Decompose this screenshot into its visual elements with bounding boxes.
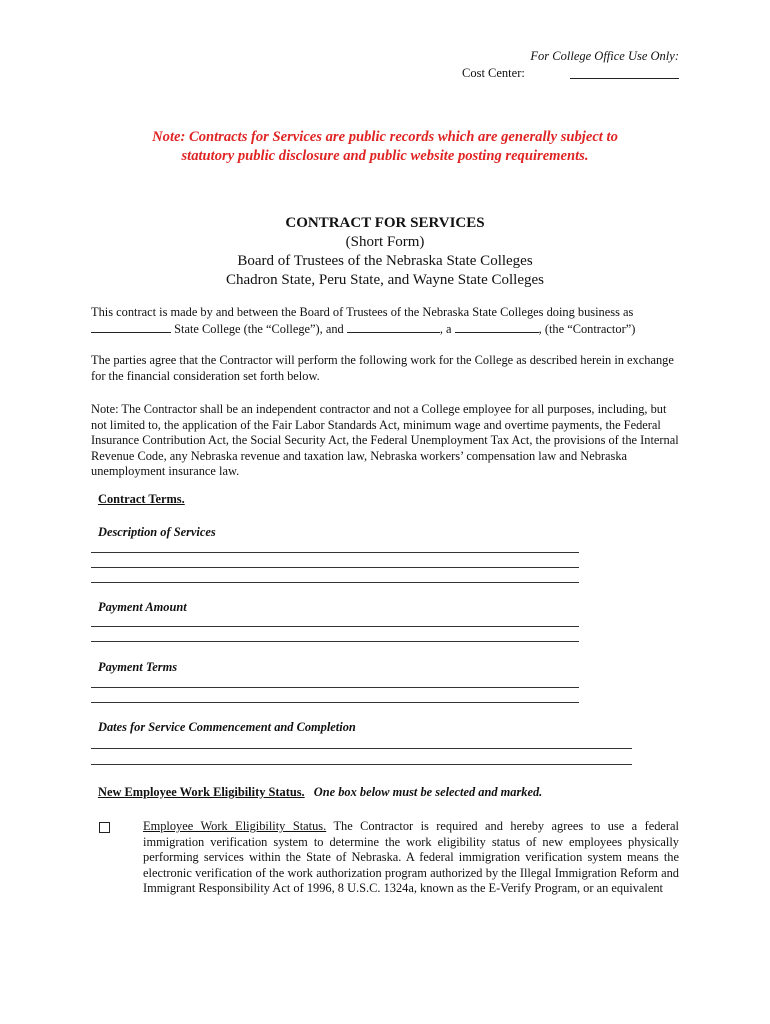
contract-title-block — [90, 214, 680, 290]
dates-line-2[interactable] — [91, 764, 632, 765]
intro-part-1: State College (the “College”), and — [174, 321, 344, 336]
payment-terms-line-1[interactable] — [91, 687, 579, 688]
intro-part-3: , (the “Contractor”) — [538, 321, 636, 336]
e-verify-option — [143, 819, 679, 897]
work-eligibility-title: New Employee Work Eligibility Status. — [98, 785, 305, 799]
contract-title: CONTRACT FOR SERVICES — [285, 215, 485, 231]
payment-terms-heading: Payment Terms — [98, 660, 178, 674]
contract-terms-heading: Contract Terms. — [98, 492, 185, 506]
e-verify-checkbox[interactable] — [99, 822, 110, 833]
intro-line-2 — [91, 321, 681, 338]
agreement-paragraph: The parties agree that the Contractor will perform the following work for the College as described herein in exchange for the financial consideration set forth below. — [91, 353, 674, 383]
description-line-2[interactable] — [91, 567, 579, 568]
contract-subtitle: (Short Form) — [345, 234, 425, 250]
public-records-note — [90, 128, 680, 166]
college-names: Chadron State, Peru State, and Wayne State Colleges — [225, 272, 545, 288]
dates-heading: Dates for Service Commencement and Completion — [98, 720, 356, 734]
independent-contractor-note: Note: The Contractor shall be an independent contractor and not a College employee for all purposes, including, but not limited to, the application of the Fair Labor Standards Act, minimum wage and overtime payments, the Federal Insurance Contribution Act, the Social Security Act, the Federal Unemployment Tax Act, the provisions of the Internal Revenue Code, any Nebraska revenue and taxation law, Nebraska workers’ compensation law and Nebraska unemployment insurance law. — [91, 402, 679, 479]
note-line-2: statutory public disclosure and public website posting requirements. — [181, 148, 589, 164]
cost-center-label: Cost Center: — [462, 66, 525, 80]
cost-center-field[interactable] — [570, 78, 679, 79]
payment-amount-line-2[interactable] — [91, 641, 579, 642]
note-line-1: Note: Contracts for Services are public records which are generally subject to — [152, 129, 618, 145]
payment-amount-heading: Payment Amount — [98, 600, 187, 614]
description-line-3[interactable] — [91, 582, 579, 583]
e-verify-option-text: The Contractor is required and hereby agrees to use a federal immigration verification system to determine the work eligibility status of new employees physically performing services within the State of Nebraska. A federal immigration verification system means the electronic verification of the work authorization program authorized by the Illegal Immigration Reform and Immigrant Responsibility Act of 1996, 8 U.S.C. 1324a, known as the E-Verify Program, or an equivalent — [143, 819, 680, 895]
description-heading: Description of Services — [98, 525, 216, 539]
intro-line-1: This contract is made by and between the Board of Trustees of the Nebraska State Colleges doing business as — [91, 305, 634, 319]
contractor-type-field[interactable] — [455, 321, 539, 333]
payment-amount-line-1[interactable] — [91, 626, 579, 627]
work-eligibility-instruction: One box below must be selected and marked. — [313, 785, 543, 799]
description-line-1[interactable] — [91, 552, 579, 553]
e-verify-option-title: Employee Work Eligibility Status. — [143, 819, 327, 833]
contractor-name-field[interactable] — [347, 321, 440, 333]
office-use-label: For College Office Use Only: — [530, 49, 679, 63]
work-eligibility-heading — [98, 785, 542, 800]
dates-line-1[interactable] — [91, 748, 632, 749]
intro-paragraph — [91, 305, 681, 337]
payment-terms-line-2[interactable] — [91, 702, 579, 703]
board-name: Board of Trustees of the Nebraska State Colleges — [237, 253, 533, 269]
intro-part-2: , a — [439, 321, 452, 336]
college-name-field[interactable] — [91, 321, 171, 333]
